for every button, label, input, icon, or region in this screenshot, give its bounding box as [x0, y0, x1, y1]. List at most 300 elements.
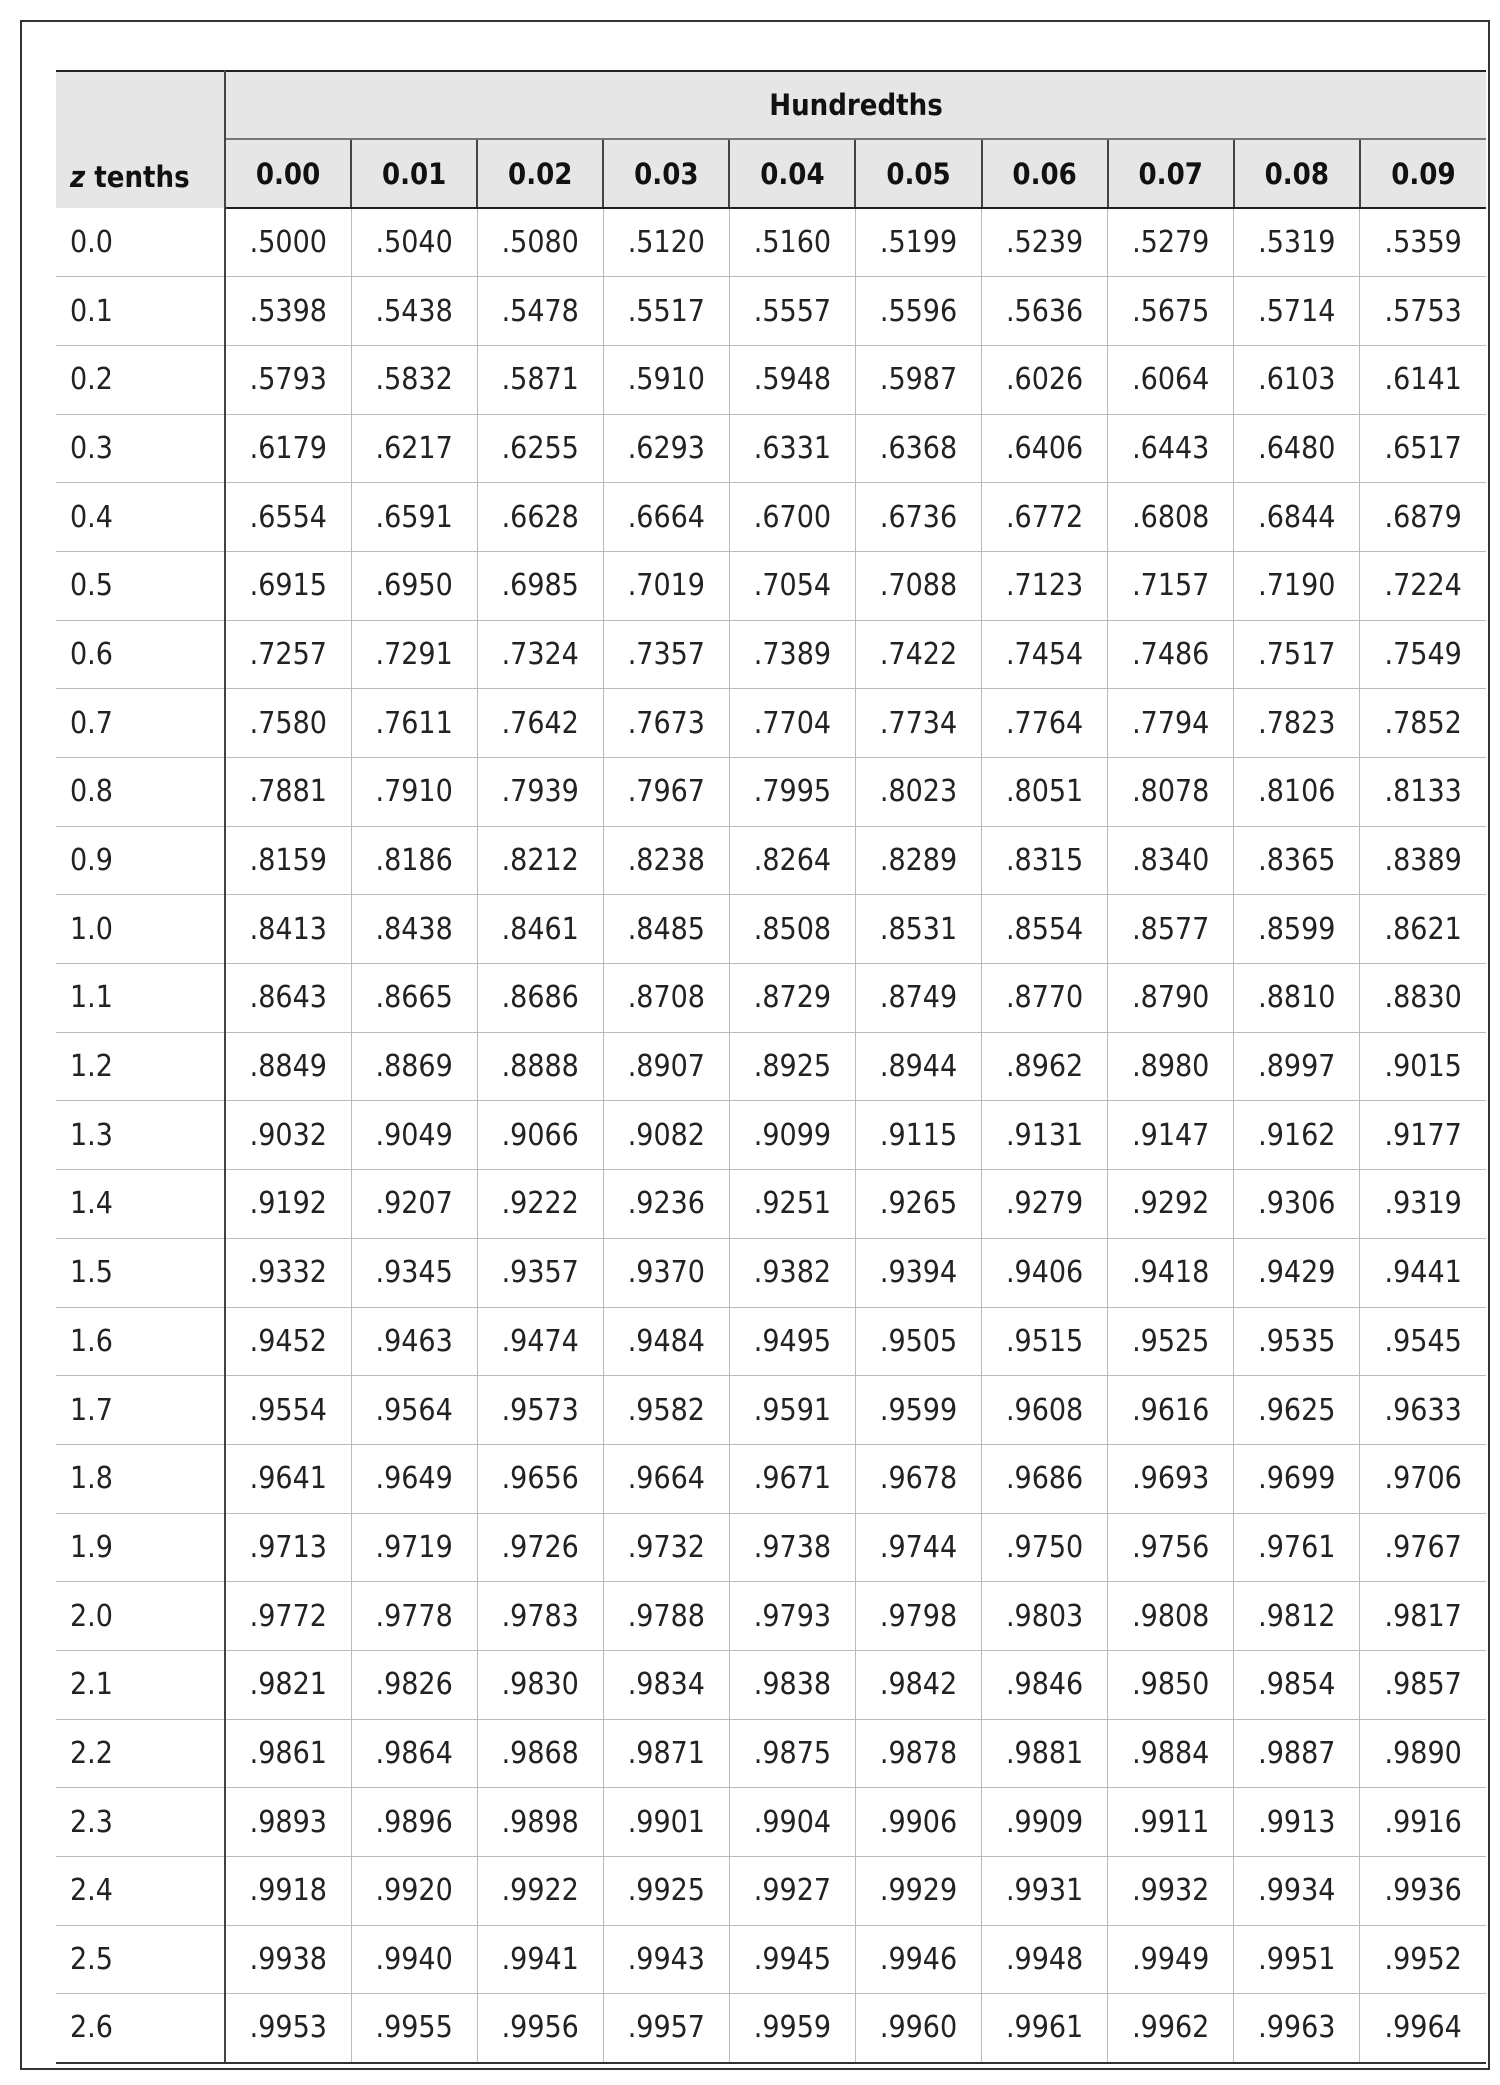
probability-cell: .7019 [603, 551, 729, 620]
probability-cell: .9099 [729, 1101, 855, 1170]
probability-cell: .8849 [225, 1032, 351, 1101]
z-row-label: 2.2 [56, 1719, 225, 1788]
probability-cell: .8413 [225, 895, 351, 964]
probability-cell: .9032 [225, 1101, 351, 1170]
probability-cell: .8665 [351, 964, 477, 1033]
probability-cell: .9842 [855, 1650, 981, 1719]
probability-cell: .9345 [351, 1238, 477, 1307]
probability-cell: .8643 [225, 964, 351, 1033]
probability-cell: .9515 [982, 1307, 1108, 1376]
probability-cell: .9960 [855, 1994, 981, 2063]
probability-cell: .7422 [855, 620, 981, 689]
column-header: 0.02 [477, 139, 603, 208]
table-row [56, 1238, 1486, 1307]
probability-cell: .9788 [603, 1582, 729, 1651]
probability-cell: .9911 [1108, 1788, 1234, 1857]
probability-cell: .9564 [351, 1376, 477, 1445]
probability-cell: .7704 [729, 689, 855, 758]
probability-cell: .5714 [1234, 277, 1360, 346]
probability-cell: .7517 [1234, 620, 1360, 689]
probability-cell: .9868 [477, 1719, 603, 1788]
probability-cell: .7549 [1360, 620, 1486, 689]
probability-cell: .7995 [729, 758, 855, 827]
probability-cell: .9922 [477, 1857, 603, 1926]
table-row [56, 620, 1486, 689]
probability-cell: .9706 [1360, 1444, 1486, 1513]
probability-cell: .9761 [1234, 1513, 1360, 1582]
probability-cell: .8686 [477, 964, 603, 1033]
probability-cell: .7357 [603, 620, 729, 689]
probability-cell: .7967 [603, 758, 729, 827]
header-row-group [56, 71, 1486, 139]
probability-cell: .9812 [1234, 1582, 1360, 1651]
probability-cell: .9817 [1360, 1582, 1486, 1651]
probability-cell: .8621 [1360, 895, 1486, 964]
table-row [56, 826, 1486, 895]
probability-cell: .9808 [1108, 1582, 1234, 1651]
probability-cell: .6179 [225, 414, 351, 483]
z-row-label: 1.9 [56, 1513, 225, 1582]
probability-cell: .7123 [982, 551, 1108, 620]
probability-cell: .6406 [982, 414, 1108, 483]
probability-cell: .9952 [1360, 1925, 1486, 1994]
probability-cell: .7389 [729, 620, 855, 689]
probability-cell: .6628 [477, 483, 603, 552]
probability-cell: .9664 [603, 1444, 729, 1513]
probability-cell: .8962 [982, 1032, 1108, 1101]
probability-cell: .5871 [477, 345, 603, 414]
table-row [56, 1170, 1486, 1239]
probability-cell: .5478 [477, 277, 603, 346]
probability-cell: .9693 [1108, 1444, 1234, 1513]
table-row [56, 1376, 1486, 1445]
z-tenths-header [56, 71, 225, 208]
probability-cell: .9049 [351, 1101, 477, 1170]
probability-cell: .6736 [855, 483, 981, 552]
probability-cell: .9319 [1360, 1170, 1486, 1239]
probability-cell: .9719 [351, 1513, 477, 1582]
z-row-label: 0.4 [56, 483, 225, 552]
probability-cell: .8944 [855, 1032, 981, 1101]
probability-cell: .5948 [729, 345, 855, 414]
probability-cell: .7852 [1360, 689, 1486, 758]
probability-cell: .5319 [1234, 208, 1360, 277]
probability-cell: .9884 [1108, 1719, 1234, 1788]
probability-cell: .9015 [1360, 1032, 1486, 1101]
probability-cell: .5398 [225, 277, 351, 346]
probability-cell: .7257 [225, 620, 351, 689]
probability-cell: .9955 [351, 1994, 477, 2063]
probability-cell: .9898 [477, 1788, 603, 1857]
probability-cell: .8599 [1234, 895, 1360, 964]
probability-cell: .8238 [603, 826, 729, 895]
probability-cell: .9946 [855, 1925, 981, 1994]
probability-cell: .6915 [225, 551, 351, 620]
probability-cell: .9964 [1360, 1994, 1486, 2063]
probability-cell: .9887 [1234, 1719, 1360, 1788]
probability-cell: .9941 [477, 1925, 603, 1994]
probability-cell: .8186 [351, 826, 477, 895]
probability-cell: .9699 [1234, 1444, 1360, 1513]
probability-cell: .9525 [1108, 1307, 1234, 1376]
probability-cell: .9452 [225, 1307, 351, 1376]
probability-cell: .9418 [1108, 1238, 1234, 1307]
probability-cell: .9608 [982, 1376, 1108, 1445]
probability-cell: .9778 [351, 1582, 477, 1651]
probability-cell: .9925 [603, 1857, 729, 1926]
table-row [56, 895, 1486, 964]
probability-cell: .9177 [1360, 1101, 1486, 1170]
probability-cell: .9838 [729, 1650, 855, 1719]
probability-cell: .6844 [1234, 483, 1360, 552]
probability-cell: .9633 [1360, 1376, 1486, 1445]
probability-cell: .9821 [225, 1650, 351, 1719]
tenths-label: tenths [85, 160, 190, 194]
probability-cell: .9881 [982, 1719, 1108, 1788]
z-row-label: 2.4 [56, 1857, 225, 1926]
probability-cell: .9671 [729, 1444, 855, 1513]
page-frame [20, 20, 1490, 2070]
probability-cell: .5080 [477, 208, 603, 277]
column-header: 0.08 [1234, 139, 1360, 208]
probability-cell: .9953 [225, 1994, 351, 2063]
probability-cell: .9115 [855, 1101, 981, 1170]
probability-cell: .7939 [477, 758, 603, 827]
probability-cell: .6591 [351, 483, 477, 552]
probability-cell: .9370 [603, 1238, 729, 1307]
probability-cell: .9554 [225, 1376, 351, 1445]
probability-cell: .9207 [351, 1170, 477, 1239]
probability-cell: .8485 [603, 895, 729, 964]
column-header: 0.03 [603, 139, 729, 208]
probability-cell: .9306 [1234, 1170, 1360, 1239]
probability-cell: .9945 [729, 1925, 855, 1994]
probability-cell: .9959 [729, 1994, 855, 2063]
z-row-label: 0.7 [56, 689, 225, 758]
probability-cell: .8888 [477, 1032, 603, 1101]
probability-cell: .9913 [1234, 1788, 1360, 1857]
probability-cell: .5793 [225, 345, 351, 414]
probability-cell: .8531 [855, 895, 981, 964]
probability-cell: .9441 [1360, 1238, 1486, 1307]
probability-cell: .7881 [225, 758, 351, 827]
table-row [56, 277, 1486, 346]
z-row-label: 1.6 [56, 1307, 225, 1376]
probability-cell: .6103 [1234, 345, 1360, 414]
probability-cell: .9332 [225, 1238, 351, 1307]
probability-cell: .9878 [855, 1719, 981, 1788]
table-row [56, 1788, 1486, 1857]
probability-cell: .9940 [351, 1925, 477, 1994]
probability-cell: .5239 [982, 208, 1108, 277]
table-row [56, 1994, 1486, 2063]
probability-cell: .8869 [351, 1032, 477, 1101]
table-row [56, 1582, 1486, 1651]
probability-cell: .9545 [1360, 1307, 1486, 1376]
probability-cell: .6950 [351, 551, 477, 620]
probability-cell: .9850 [1108, 1650, 1234, 1719]
probability-cell: .9686 [982, 1444, 1108, 1513]
probability-cell: .8315 [982, 826, 1108, 895]
hundredths-header: Hundredths [225, 71, 1486, 139]
table-body [56, 208, 1486, 2063]
probability-cell: .9772 [225, 1582, 351, 1651]
probability-cell: .9963 [1234, 1994, 1360, 2063]
probability-cell: .9756 [1108, 1513, 1234, 1582]
probability-cell: .9767 [1360, 1513, 1486, 1582]
probability-cell: .7054 [729, 551, 855, 620]
probability-cell: .5279 [1108, 208, 1234, 277]
table-row [56, 1101, 1486, 1170]
z-row-label: 0.3 [56, 414, 225, 483]
probability-cell: .9936 [1360, 1857, 1486, 1926]
probability-cell: .8577 [1108, 895, 1234, 964]
probability-cell: .7157 [1108, 551, 1234, 620]
probability-cell: .6217 [351, 414, 477, 483]
table-row [56, 689, 1486, 758]
probability-cell: .9535 [1234, 1307, 1360, 1376]
probability-cell: .8907 [603, 1032, 729, 1101]
column-header: 0.07 [1108, 139, 1234, 208]
probability-cell: .8159 [225, 826, 351, 895]
probability-cell: .5832 [351, 345, 477, 414]
probability-cell: .9864 [351, 1719, 477, 1788]
probability-cell: .8508 [729, 895, 855, 964]
probability-cell: .5636 [982, 277, 1108, 346]
probability-cell: .9875 [729, 1719, 855, 1788]
table-row [56, 345, 1486, 414]
z-row-label: 0.8 [56, 758, 225, 827]
probability-cell: .9066 [477, 1101, 603, 1170]
probability-cell: .6700 [729, 483, 855, 552]
probability-cell: .9943 [603, 1925, 729, 1994]
probability-cell: .9744 [855, 1513, 981, 1582]
probability-cell: .9616 [1108, 1376, 1234, 1445]
z-row-label: 1.1 [56, 964, 225, 1033]
probability-cell: .7486 [1108, 620, 1234, 689]
table-header [56, 71, 1486, 208]
probability-cell: .8980 [1108, 1032, 1234, 1101]
z-row-label: 2.0 [56, 1582, 225, 1651]
probability-cell: .9871 [603, 1719, 729, 1788]
probability-cell: .6255 [477, 414, 603, 483]
probability-cell: .9082 [603, 1101, 729, 1170]
probability-cell: .9265 [855, 1170, 981, 1239]
probability-cell: .9251 [729, 1170, 855, 1239]
table-row [56, 551, 1486, 620]
probability-cell: .9846 [982, 1650, 1108, 1719]
column-header: 0.06 [982, 139, 1108, 208]
probability-cell: .8212 [477, 826, 603, 895]
z-row-label: 1.4 [56, 1170, 225, 1239]
table-row [56, 1719, 1486, 1788]
probability-cell: .7580 [225, 689, 351, 758]
probability-cell: .8554 [982, 895, 1108, 964]
probability-cell: .9927 [729, 1857, 855, 1926]
probability-cell: .9951 [1234, 1925, 1360, 1994]
probability-cell: .5359 [1360, 208, 1486, 277]
probability-cell: .6772 [982, 483, 1108, 552]
probability-cell: .9962 [1108, 1994, 1234, 2063]
probability-cell: .7673 [603, 689, 729, 758]
probability-cell: .9463 [351, 1307, 477, 1376]
probability-cell: .6064 [1108, 345, 1234, 414]
probability-cell: .5987 [855, 345, 981, 414]
probability-cell: .8729 [729, 964, 855, 1033]
probability-cell: .6879 [1360, 483, 1486, 552]
probability-cell: .9857 [1360, 1650, 1486, 1719]
probability-cell: .9641 [225, 1444, 351, 1513]
probability-cell: .9896 [351, 1788, 477, 1857]
probability-cell: .5753 [1360, 277, 1486, 346]
probability-cell: .9932 [1108, 1857, 1234, 1926]
column-header: 0.01 [351, 139, 477, 208]
probability-cell: .9649 [351, 1444, 477, 1513]
probability-cell: .5675 [1108, 277, 1234, 346]
probability-cell: .8289 [855, 826, 981, 895]
table-row [56, 1513, 1486, 1582]
z-row-label: 1.0 [56, 895, 225, 964]
probability-cell: .9429 [1234, 1238, 1360, 1307]
probability-cell: .9573 [477, 1376, 603, 1445]
z-row-label: 0.2 [56, 345, 225, 414]
z-variable: z [70, 160, 86, 194]
probability-cell: .9394 [855, 1238, 981, 1307]
probability-cell: .8106 [1234, 758, 1360, 827]
probability-cell: .9949 [1108, 1925, 1234, 1994]
probability-cell: .9726 [477, 1513, 603, 1582]
table-row [56, 414, 1486, 483]
probability-cell: .6368 [855, 414, 981, 483]
table-row [56, 1925, 1486, 1994]
probability-cell: .9830 [477, 1650, 603, 1719]
probability-cell: .9357 [477, 1238, 603, 1307]
probability-cell: .8997 [1234, 1032, 1360, 1101]
probability-cell: .9826 [351, 1650, 477, 1719]
table-row [56, 1444, 1486, 1513]
probability-cell: .9854 [1234, 1650, 1360, 1719]
probability-cell: .9931 [982, 1857, 1108, 1926]
probability-cell: .7734 [855, 689, 981, 758]
probability-cell: .6026 [982, 345, 1108, 414]
probability-cell: .9147 [1108, 1101, 1234, 1170]
probability-cell: .9798 [855, 1582, 981, 1651]
probability-cell: .9474 [477, 1307, 603, 1376]
probability-cell: .5557 [729, 277, 855, 346]
probability-cell: .8365 [1234, 826, 1360, 895]
probability-cell: .8340 [1108, 826, 1234, 895]
probability-cell: .7454 [982, 620, 1108, 689]
z-row-label: 0.5 [56, 551, 225, 620]
probability-cell: .9131 [982, 1101, 1108, 1170]
probability-cell: .8051 [982, 758, 1108, 827]
probability-cell: .9901 [603, 1788, 729, 1857]
probability-cell: .5438 [351, 277, 477, 346]
probability-cell: .9803 [982, 1582, 1108, 1651]
probability-cell: .9861 [225, 1719, 351, 1788]
table-row [56, 1650, 1486, 1719]
probability-cell: .8461 [477, 895, 603, 964]
probability-cell: .9929 [855, 1857, 981, 1926]
probability-cell: .9292 [1108, 1170, 1234, 1239]
probability-cell: .5596 [855, 277, 981, 346]
probability-cell: .8264 [729, 826, 855, 895]
probability-cell: .5199 [855, 208, 981, 277]
probability-cell: .6443 [1108, 414, 1234, 483]
probability-cell: .9192 [225, 1170, 351, 1239]
z-row-label: 0.6 [56, 620, 225, 689]
probability-cell: .9222 [477, 1170, 603, 1239]
column-header: 0.05 [855, 139, 981, 208]
probability-cell: .7190 [1234, 551, 1360, 620]
probability-cell: .5517 [603, 277, 729, 346]
z-row-label: 0.9 [56, 826, 225, 895]
probability-cell: .9678 [855, 1444, 981, 1513]
z-row-label: 0.0 [56, 208, 225, 277]
z-row-label: 0.1 [56, 277, 225, 346]
probability-cell: .9920 [351, 1857, 477, 1926]
probability-cell: .7291 [351, 620, 477, 689]
probability-cell: .7910 [351, 758, 477, 827]
probability-cell: .8023 [855, 758, 981, 827]
probability-cell: .8708 [603, 964, 729, 1033]
probability-cell: .6331 [729, 414, 855, 483]
probability-cell: .9834 [603, 1650, 729, 1719]
probability-cell: .7611 [351, 689, 477, 758]
probability-cell: .9484 [603, 1307, 729, 1376]
probability-cell: .9934 [1234, 1857, 1360, 1926]
z-table [56, 70, 1486, 2064]
probability-cell: .9625 [1234, 1376, 1360, 1445]
probability-cell: .9382 [729, 1238, 855, 1307]
probability-cell: .9236 [603, 1170, 729, 1239]
probability-cell: .5910 [603, 345, 729, 414]
z-row-label: 2.6 [56, 1994, 225, 2063]
probability-cell: .9582 [603, 1376, 729, 1445]
probability-cell: .9783 [477, 1582, 603, 1651]
table-row [56, 483, 1486, 552]
probability-cell: .7794 [1108, 689, 1234, 758]
probability-cell: .9750 [982, 1513, 1108, 1582]
probability-cell: .9904 [729, 1788, 855, 1857]
table-row [56, 1307, 1486, 1376]
probability-cell: .9916 [1360, 1788, 1486, 1857]
probability-cell: .9279 [982, 1170, 1108, 1239]
probability-cell: .6985 [477, 551, 603, 620]
probability-cell: .9909 [982, 1788, 1108, 1857]
probability-cell: .7642 [477, 689, 603, 758]
probability-cell: .6517 [1360, 414, 1486, 483]
probability-cell: .9406 [982, 1238, 1108, 1307]
table-row [56, 1032, 1486, 1101]
probability-cell: .6808 [1108, 483, 1234, 552]
probability-cell: .9591 [729, 1376, 855, 1445]
probability-cell: .8925 [729, 1032, 855, 1101]
probability-cell: .9956 [477, 1994, 603, 2063]
column-header-row [56, 139, 1486, 208]
probability-cell: .9656 [477, 1444, 603, 1513]
probability-cell: .8830 [1360, 964, 1486, 1033]
z-row-label: 2.1 [56, 1650, 225, 1719]
probability-cell: .9961 [982, 1994, 1108, 2063]
table-row [56, 758, 1486, 827]
probability-cell: .5040 [351, 208, 477, 277]
probability-cell: .9893 [225, 1788, 351, 1857]
table-row [56, 208, 1486, 277]
probability-cell: .6141 [1360, 345, 1486, 414]
probability-cell: .8810 [1234, 964, 1360, 1033]
probability-cell: .5120 [603, 208, 729, 277]
